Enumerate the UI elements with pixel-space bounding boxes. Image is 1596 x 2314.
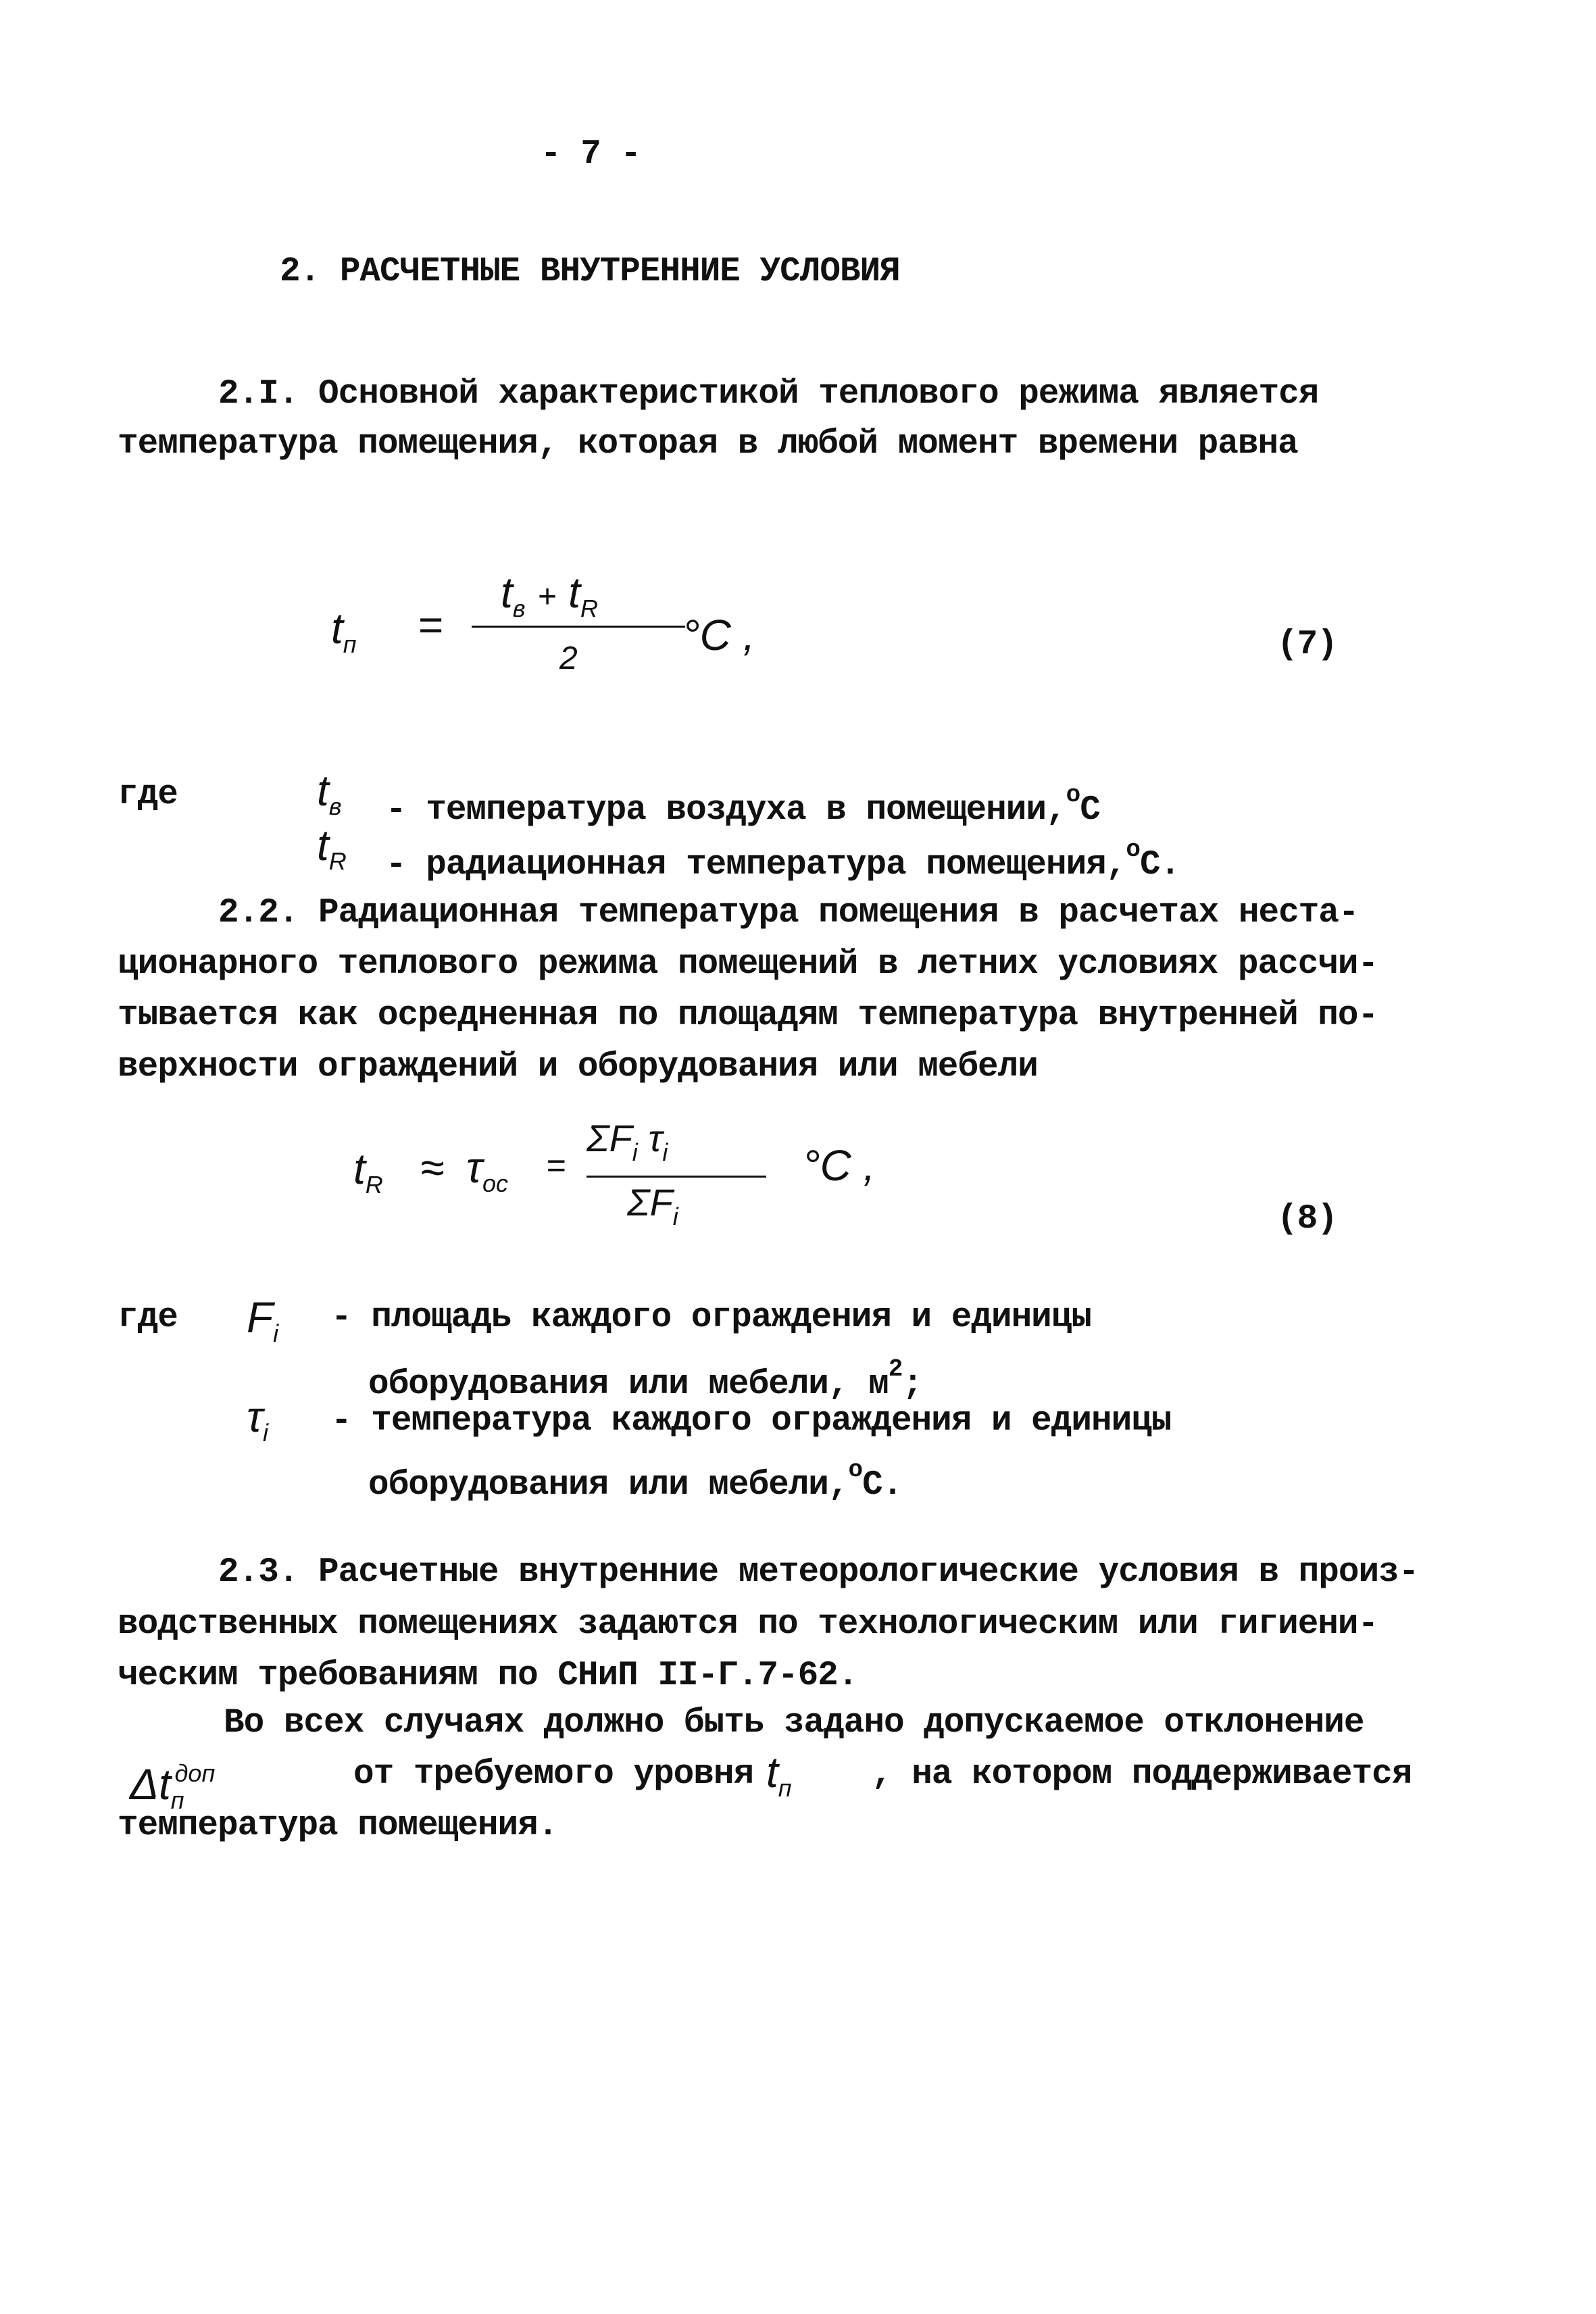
paragraph-2-2-line: ционарного теплового режима помещений в летних условиях рассчи- [118,945,1378,984]
subscript: R [365,1171,383,1199]
subscript: п [778,1774,792,1802]
definition [368,1450,902,1506]
subscript: ос [482,1169,508,1197]
degree: о [1126,836,1140,863]
paragraph-2-2-line: тывается как осредненная по площадям температура внутренней по- [118,997,1378,1035]
definition [386,830,1180,886]
symbol-f-i [247,1294,278,1357]
superscript: 2 [888,1355,903,1383]
formula-lhs [331,605,357,668]
unit: С. [862,1466,903,1505]
where-label: где [118,776,178,814]
symbol-t-n [766,1749,792,1812]
symbol: τ [466,1143,482,1192]
symbol: t [317,766,329,815]
symbol: t [766,1748,778,1796]
paragraph-2-2-line: верхности ограждений и оборудования или мебели [118,1048,1038,1086]
definition: - площадь каждого ограждения и единицы [331,1299,1091,1337]
paragraph-2-3-line: 2.3. Расчетные внутренние метеорологические условия в произ- [218,1553,1419,1592]
paragraph-2-1-line: температура помещения, которая в любой момент времени равна [118,425,1298,463]
subscript: i [672,1203,678,1230]
subscript: R [580,595,598,622]
paragraph-line: температура помещения. [118,1807,558,1845]
subscript: R [328,847,347,875]
tau-oc [466,1144,508,1207]
formula-numerator [501,569,598,632]
subscript: i [273,1319,279,1347]
paragraph-line: Во всех случаях должно быть задано допускаемое отклонение [224,1704,1364,1742]
paragraph-line: от требуемого уровня [353,1755,754,1794]
symbol: t [317,821,329,870]
symbol: ΣF [587,1117,632,1159]
paragraph-2-2-line: 2.2. Радиационная температура помещения в расчетах неста- [218,894,1359,932]
symbol: τ [247,1392,263,1441]
degree: о [1066,781,1080,809]
formula-denominator [627,1179,678,1240]
symbol-t-r [317,822,347,885]
definition [386,775,1100,831]
formula-number: (8) [1277,1200,1337,1238]
formula-lhs [353,1145,383,1209]
subscript: в [512,595,526,622]
symbol: t [331,604,343,653]
symbol: ΣF [627,1181,673,1224]
definition: - температура каждого ограждения и единицы [331,1402,1172,1440]
subscript: в [328,793,342,820]
symbol: t [353,1145,366,1193]
formula-unit: °C , [803,1141,876,1190]
plus: + [537,579,557,615]
paragraph-2-3-line: водственных помещениях задаются по технологическим или гигиени- [118,1605,1378,1644]
symbol: t [501,568,513,617]
unit: С [1080,791,1100,830]
subscript: п [343,630,357,658]
paragraph-2-1-line: 2.I. Основной характеристикой теплового режима является [218,375,1319,413]
unit: С. [1140,846,1180,884]
paragraph-2-3-line: ческим требованиям по СНиП II-Г.7-62. [118,1657,858,1695]
definition [368,1349,922,1405]
subscript: i [662,1138,668,1166]
formula-eq: = [418,601,443,649]
approx-sign: ≈ [420,1143,445,1192]
definition-text: - радиационная температура помещения, [386,846,1126,884]
symbol: Δt [130,1760,171,1809]
formula-unit: °C , [682,611,755,659]
subscript: i [632,1138,638,1166]
fraction-line [587,1176,766,1178]
symbol: t [568,568,580,617]
where-label: где [118,1299,178,1337]
subscript: п [170,1786,184,1814]
symbol-tau-i [247,1393,268,1457]
formula-denominator: 2 [559,640,578,676]
formula-eq: = [546,1147,566,1184]
superscript: доп [174,1759,216,1787]
subscript: i [262,1419,268,1447]
symbol: F [247,1293,274,1342]
fraction-line [472,626,685,628]
definition-text: оборудования или мебели, [368,1466,849,1505]
paragraph-line: , на котором поддерживается [872,1755,1412,1794]
section-title: 2. РАСЧЕТНЫЕ ВНУТРЕННИЕ УСЛОВИЯ [280,253,900,291]
definition-text: оборудования или мебели, м [368,1365,889,1404]
punctuation: ; [902,1365,922,1404]
formula-number: (7) [1277,626,1337,664]
degree: о [848,1456,863,1484]
definition-text: - температура воздуха в помещении, [386,791,1066,830]
page-number: - 7 - [541,135,641,174]
symbol: τ [648,1117,663,1159]
formula-numerator [587,1115,668,1176]
